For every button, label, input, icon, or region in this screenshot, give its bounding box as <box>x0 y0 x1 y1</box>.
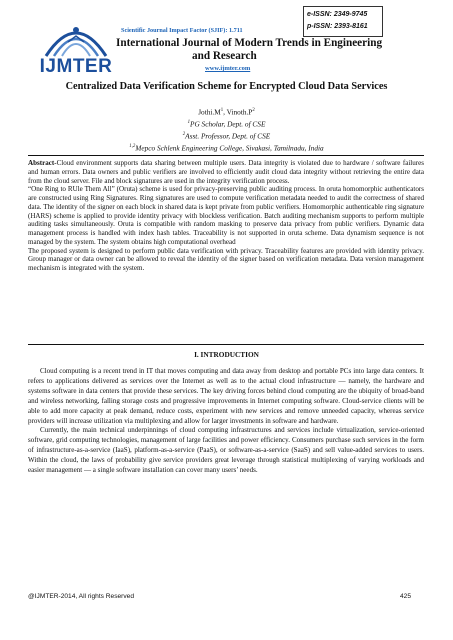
intro-para-2: Currently, the main technical underpinnings of cloud computing infrastructures and services include virtualization, service-oriented software, grid computing technologies, management of large facilities and power efficiency. Consumers purchase such services in the form of infrastructure-as-a-service (IaaS), platform-as-a-service (PaaS), or software-as-a-service (SaaS) and sell value-added services to users. Within the cloud, the laws of probability give service providers great leverage through statistical multiplexing of varying workloads and easier management — a single software installation can cover many users’ needs. <box>28 426 424 475</box>
affiliation-1-text: PG Scholar, Dept. of CSE <box>190 119 266 129</box>
abstract-label: Abstract- <box>28 159 57 167</box>
abstract-text-1: Cloud environment supports data sharing between multiple users. Data integrity is violated due to hardware / software failures and human errors. Data owners and public verifiers are involved to efficiently audit cloud data integrity without retrieving the entire data from the cloud server. File and block signatures are used in the integrity verification process. <box>28 159 424 185</box>
affiliation-2-text: Asst. Professor, Dept. of CSE <box>185 131 271 141</box>
abstract <box>28 155 424 345</box>
logo-text: IJMTER <box>39 56 113 77</box>
author-2-sup: 2 <box>252 108 255 113</box>
page-number: 425 <box>400 593 412 600</box>
abstract-para-2: “One Ring to RUle Them All” (Oruta) scheme is used for privacy-preserving public auditing process. In oruta homomorphic authenticators are constructed using Ring Signatures. Ring signatures are used to compute verification metadata needed to audit the correctness of shared data. The identity of the signer on each block in shared data is kept private from public verifiers. Homomorphic authenticable ring signature (HARS) scheme is applied to provide identity privacy with blockless verification. Batch auditing mechanism supports to perform multiple auditing tasks simultaneously. Oruta is compatible with random masking to preserve data privacy from public verifiers. Dynamic data management process is handled with index hash tables. Traceability is not supported in oruta scheme. Data dynamism sequence is not managed by the system. The system obtains high computational overhead <box>28 185 424 246</box>
section-heading: I. INTRODUCTION <box>194 350 259 359</box>
journal-title-line1: International Journal of Modern Trends in Engineering <box>116 37 383 49</box>
author-1: Jothi.M <box>198 107 221 117</box>
author-names <box>0 106 453 118</box>
author-2: , Vinoth.P <box>223 107 253 117</box>
affiliation-1 <box>0 118 453 130</box>
affiliation-3-text: Mepco Schlenk Engineering College, Sivakasi, Tamilnadu, India <box>135 143 324 153</box>
issn-box <box>303 6 383 37</box>
affiliation-1-sup: 1 <box>187 120 190 126</box>
logo-arcs-icon <box>32 16 120 60</box>
affiliation-2-sup: 2 <box>182 132 186 138</box>
author-block <box>0 106 453 154</box>
journal-title-line2: and Research <box>192 50 257 62</box>
intro-para-1: Cloud computing is a recent trend in IT that moves computing and data away from desktop and portable PCs into large data centers. It refers to applications delivered as services over the Internet as well as to the actual cloud infrastructure — namely, the hardware and systems software in data centers that provide these services. The key driving forces behind cloud computing are the ubiquity of broad-band and wireless networking, falling storage costs and progressive improvements in Internet computing software. Cloud-service clients will be able to add more capacity at peak demand, reduce costs, experiment with new services and remove unneeded capacity, whereas service providers will increase utilization via multiplexing and allow for larger investments in software and hardware. <box>28 367 424 425</box>
footer-copyright: @IJMTER-2014, All rights Reserved <box>28 593 135 600</box>
introduction-body <box>28 367 424 476</box>
journal-url-link[interactable]: www.ijmter.com <box>205 65 251 72</box>
affiliation-2 <box>0 130 453 142</box>
issn-print: p-ISSN: 2393-8161 <box>307 23 368 30</box>
journal-logo <box>32 16 120 78</box>
abstract-para-3: The proposed system is designed to perform public data verification with privacy. Traceability features are provided with identity privacy. Group manager or data owner can be allowed to reveal the identity of the signer based on verification metadata. Data version management mechanism is integrated with the system. <box>28 246 424 272</box>
paper-title: Centralized Data Verification Scheme for Encrypted Cloud Data Services <box>65 81 388 92</box>
affiliation-3-sup: 1,2 <box>129 144 136 150</box>
impact-factor: Scientific Journal Impact Factor (SJIF): 1.711 <box>121 27 243 34</box>
abstract-para-1 <box>28 159 424 185</box>
affiliation-3 <box>0 142 453 154</box>
author-1-sup: 1 <box>220 108 224 113</box>
issn-electronic: e-ISSN: 2349-9745 <box>307 11 368 18</box>
journal-title <box>116 37 416 63</box>
